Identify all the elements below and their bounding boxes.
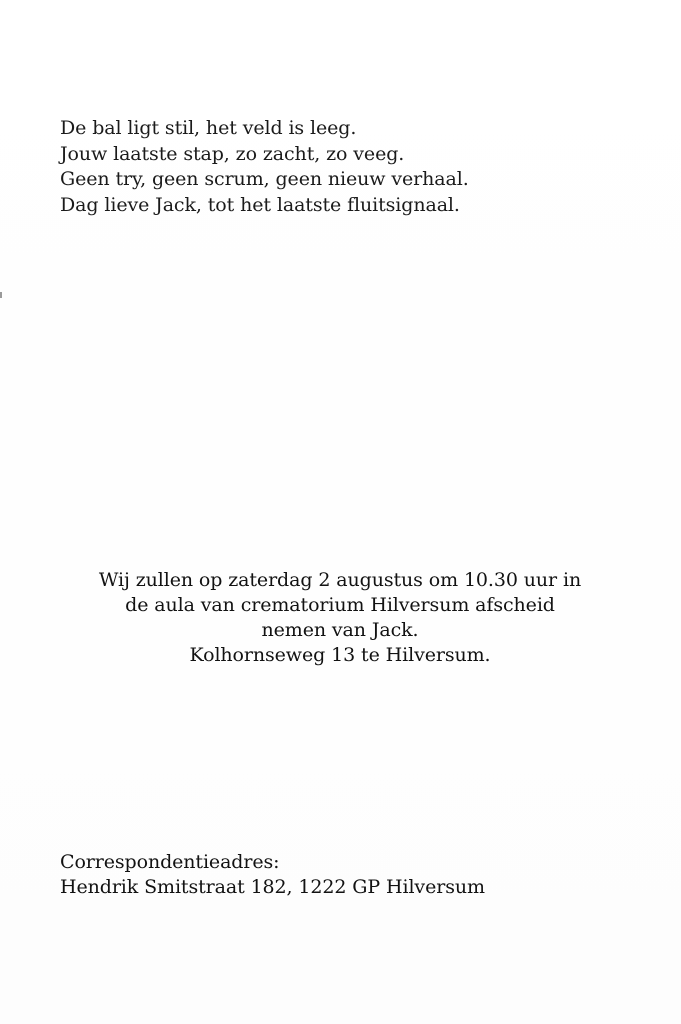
poem-line: De bal ligt stil, het veld is leeg. [60, 117, 357, 139]
service-address-line: Kolhornseweg 13 te Hilversum. [189, 644, 491, 666]
correspondence-label: Correspondentieadres: [60, 851, 280, 873]
correspondence-address: Hendrik Smitstraat 182, 1222 GP Hilversum [60, 876, 485, 898]
service-line: Wij zullen op zaterdag 2 augustus om 10.30 uur in [98, 569, 582, 591]
poem-line: Dag lieve Jack, tot het laatste fluitsignaal. [60, 193, 460, 216]
edge-mark [0, 292, 2, 298]
service-line: de aula van crematorium Hilversum afscheid [125, 594, 555, 616]
poem [60, 116, 620, 218]
service-line: nemen van Jack. [261, 619, 419, 641]
correspondence-address-block [60, 850, 620, 900]
poem-line: Geen try, geen scrum, geen nieuw verhaal. [60, 168, 469, 190]
service-announcement [40, 568, 640, 668]
poem-line: Jouw laatste stap, zo zacht, zo veeg. [60, 142, 405, 165]
